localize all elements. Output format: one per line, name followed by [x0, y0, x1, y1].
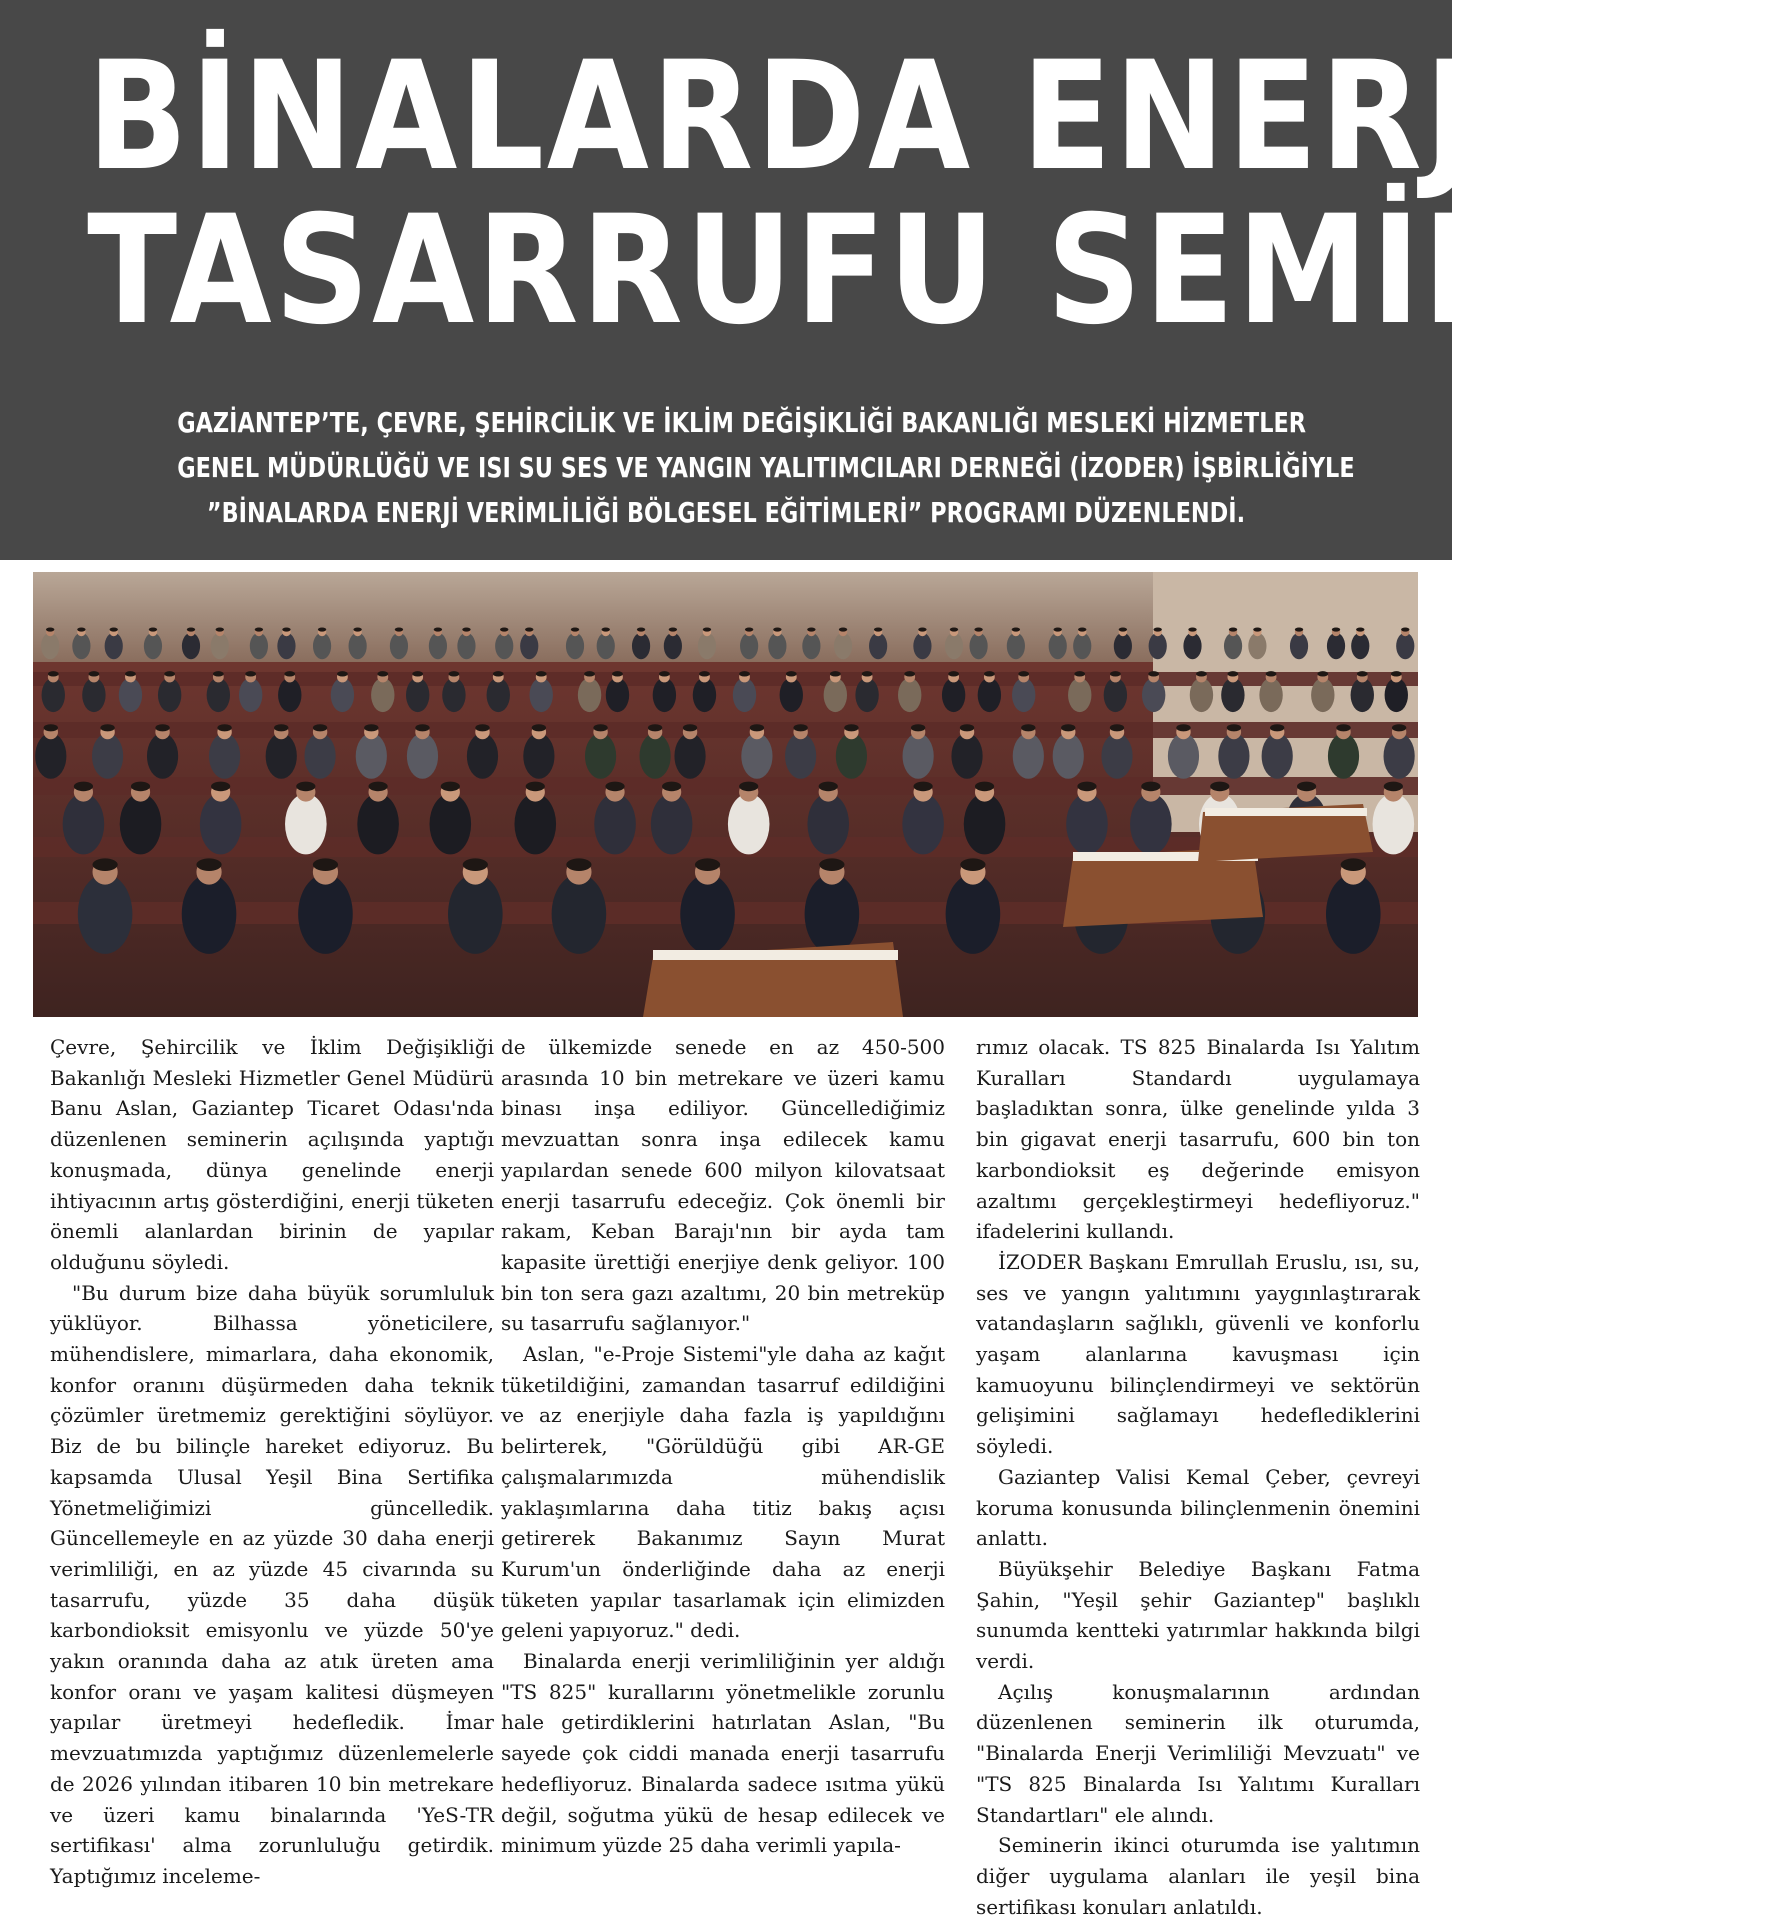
audience-member-body: [566, 633, 584, 660]
audience-member-body: [41, 633, 59, 660]
audience-member-body: [805, 874, 860, 954]
audience-member-body: [304, 733, 335, 779]
audience-member-hair: [1054, 627, 1062, 631]
audience-member-hair: [255, 627, 263, 631]
audience-member-hair: [750, 724, 764, 731]
audience-member-body: [680, 874, 735, 954]
audience-member-body: [1262, 733, 1293, 779]
audience-member-body: [1101, 733, 1132, 779]
audience-member-hair: [44, 724, 58, 731]
audience-member-body: [740, 633, 758, 660]
audience-member-hair: [793, 724, 807, 731]
paragraph: Aslan, "e-Proje Sistemi"yle daha az kağıt tüketildiğini, zamandan tasarruf edildiğini ve az enerjiyle daha fazla iş yapıldığını belirterek, "Görüldüğü gibi AR-GE çalışmalarımızda mühendislik yaklaşımlarına daha titiz bakış açısı getirerek Bakanımız Sayın Murat Kurum'un önderliğinde daha az enerji tüketen yapılar tasarlamak için elimizden geleni yapıyoruz." dedi.: [501, 1342, 945, 1643]
audience-member-hair: [703, 627, 711, 631]
audience-member-hair: [313, 858, 338, 871]
audience-member-hair: [904, 671, 915, 676]
audience-member-hair: [602, 627, 610, 631]
audience-member-hair: [525, 627, 533, 631]
audience-member-hair: [415, 724, 429, 731]
audience-member-hair: [1401, 627, 1409, 631]
headline-line-1: BİNALARDA ENERJİ: [87, 30, 1528, 204]
audience-member-body: [371, 678, 394, 712]
audience-member-hair: [74, 782, 93, 792]
audience-member-hair: [353, 627, 361, 631]
article-column-3: [976, 1032, 1420, 1922]
audience-member-hair: [593, 724, 607, 731]
audience-member-hair: [974, 627, 982, 631]
audience-member-body: [693, 678, 716, 712]
audience-member-body: [1385, 678, 1408, 712]
audience-member-hair: [1270, 724, 1284, 731]
audience-member-body: [313, 633, 331, 660]
audience-member-body: [1328, 733, 1359, 779]
audience-member-body: [1114, 633, 1132, 660]
paragraph: rımız olacak. TS 825 Binalarda Isı Yalıtım Kuralları Standardı uygulamaya başladıktan sonra, ülke genelinde yılda 3 bin gigavat enerji tasarrufu, 600 bin ton karbondioksit eş değerinde emisyon azaltımı gerçekleştirmeyi hedefliyoruz." ifadelerini kullandı.: [976, 1035, 1420, 1244]
audience-member-hair: [93, 858, 118, 871]
audience-member-body: [585, 733, 616, 779]
audience-member-body: [1130, 794, 1172, 855]
audience-member-hair: [819, 858, 844, 871]
audience-member-hair: [1384, 782, 1403, 792]
audience-member-body: [1190, 678, 1213, 712]
audience-member-body: [1326, 874, 1381, 954]
audience-member-hair: [1295, 627, 1303, 631]
audience-member-hair: [1266, 671, 1277, 676]
seminar-audience-photo: [33, 572, 1418, 1017]
audience-member-body: [1224, 633, 1242, 660]
audience-member-body: [1049, 633, 1067, 660]
audience-member-body: [1007, 633, 1025, 660]
audience-member-hair: [950, 627, 958, 631]
audience-member-hair: [1297, 782, 1316, 792]
audience-member-hair: [369, 782, 388, 792]
audience-member-hair: [441, 782, 460, 792]
audience-member-hair: [313, 724, 327, 731]
audience-member-body: [35, 733, 66, 779]
deck-summary: [40, 400, 1412, 535]
audience-member-body: [207, 678, 230, 712]
audience-member-body: [836, 733, 867, 779]
audience-member-hair: [1227, 724, 1241, 731]
audience-member-body: [1104, 678, 1127, 712]
audience-member-body: [946, 874, 1001, 954]
audience-member-body: [78, 874, 133, 954]
audience-member-body: [1012, 678, 1035, 712]
audience-member-hair: [612, 671, 623, 676]
audience-member-hair: [526, 782, 545, 792]
audience-member-hair: [1210, 782, 1229, 792]
audience-member-hair: [155, 724, 169, 731]
paragraph: İZODER Başkanı Emrullah Eruslu, ısı, su, ses ve yangın yalıtımını yaygınlaştırarak vatandaşların sağlıklı, güvenli ve konforlu yaşam alanlarına kavuşması için kamuoyunu bilinçlendirmeyi ve sektörün gelişimini sağlamayı hedeflediklerini söyledi.: [976, 1249, 1420, 1459]
audience-member-body: [390, 633, 408, 660]
audience-member-body: [1351, 678, 1374, 712]
audience-member-hair: [1356, 627, 1364, 631]
audience-member-body: [945, 633, 963, 660]
audience-member-body: [1221, 678, 1244, 712]
audience-member-hair: [434, 627, 442, 631]
audience-member-body: [869, 633, 887, 660]
audience-member-hair: [211, 782, 230, 792]
audience-member-hair: [1176, 724, 1190, 731]
audience-member-hair: [984, 671, 995, 676]
headline-line-2: TASARRUFU SEMİNERİ: [87, 184, 1785, 358]
audience-member-body: [407, 733, 438, 779]
audience-member-body: [278, 678, 301, 712]
headline-banner: [0, 0, 1785, 560]
audience-member-body: [606, 678, 629, 712]
audience-member-body: [942, 678, 965, 712]
audience-member-hair: [1077, 782, 1096, 792]
audience-member-hair: [699, 671, 710, 676]
audience-member-hair: [536, 671, 547, 676]
audience-member-body: [182, 633, 200, 660]
audience-member-hair: [1357, 671, 1368, 676]
audience-member-body: [448, 874, 503, 954]
audience-member-body: [530, 678, 553, 712]
audience-member-body: [266, 733, 297, 779]
audience-member-hair: [1229, 627, 1237, 631]
audience-member-body: [1327, 633, 1345, 660]
audience-member-hair: [1341, 858, 1366, 871]
audience-member-body: [1311, 678, 1334, 712]
audience-member-hair: [274, 724, 288, 731]
audience-member-body: [741, 733, 772, 779]
audience-member-hair: [1332, 627, 1340, 631]
audience-member-body: [978, 678, 1001, 712]
audience-member-hair: [960, 724, 974, 731]
deck-line-2: GENEL MÜDÜRLÜĞÜ VE ISI SU SES VE YANGIN YALITIMCILARI DERNEĞİ (İZODER) İŞBİRLİĞİYLE: [177, 451, 1355, 484]
deck-line-1: GAZİANTEP’TE, ÇEVRE, ŞEHİRCİLİK VE İKLİM DEĞİŞİKLİĞİ BAKANLIĞI MESLEKİ HİZMETLER: [177, 406, 1307, 439]
audience-member-body: [63, 794, 105, 855]
audience-member-body: [578, 678, 601, 712]
audience-member-hair: [48, 671, 59, 676]
audience-member-body: [211, 633, 229, 660]
audience-member-hair: [1074, 671, 1085, 676]
audience-member-body: [42, 678, 65, 712]
audience-member-body: [807, 794, 849, 855]
audience-member-hair: [773, 627, 781, 631]
audience-member-hair: [975, 782, 994, 792]
audience-member-hair: [364, 724, 378, 731]
deck-line-3: ”BİNALARDA ENERJİ VERİMLİLİĞİ BÖLGESEL EĞİTİMLERİ” PROGRAMI DÜZENLENDİ.: [206, 496, 1246, 529]
audience-member-body: [200, 794, 242, 855]
audience-member-hair: [213, 671, 224, 676]
audience-member-body: [785, 733, 816, 779]
audience-member-hair: [164, 671, 175, 676]
audience-member-hair: [125, 671, 136, 676]
audience-member-hair: [571, 627, 579, 631]
paragraph: Açılış konuşmalarının ardından düzenlenen seminerin ilk oturumda, "Binalarda Enerji Verimliliği Mevzuatı" ve "TS 825 Binalarda Isı Yalıtımı Kuralları Standartları" ele alındı.: [976, 1679, 1420, 1827]
audience-member-body: [1073, 633, 1091, 660]
audience-member-body: [1053, 733, 1084, 779]
audience-member-hair: [1154, 627, 1162, 631]
audience-member-body: [457, 633, 475, 660]
audience-member-body: [182, 874, 237, 954]
audience-member-body: [964, 794, 1006, 855]
paragraph: Büyükşehir Belediye Başkanı Fatma Şahin, "Yeşil şehir Gaziantep" başlıklı sunumda kentteki yatırımlar hakkında bilgi verdi.: [976, 1556, 1420, 1674]
audience-member-hair: [1141, 782, 1160, 792]
audience-member-body: [298, 874, 353, 954]
audience-member-body: [780, 678, 803, 712]
audience-member-body: [1373, 794, 1415, 855]
audience-member-hair: [1021, 724, 1035, 731]
audience-member-hair: [695, 858, 720, 871]
audience-member-hair: [566, 858, 591, 871]
audience-member-body: [639, 733, 670, 779]
audience-member-body: [1290, 633, 1308, 660]
audience-member-body: [969, 633, 987, 660]
audience-member-body: [442, 678, 465, 712]
audience-member-body: [514, 794, 556, 855]
audience-member-hair: [1188, 627, 1196, 631]
audience-member-body: [239, 678, 262, 712]
audience-member-body: [120, 794, 162, 855]
audience-member-body: [331, 678, 354, 712]
audience-member-hair: [217, 724, 231, 731]
audience-member-body: [349, 633, 367, 660]
audience-member-hair: [187, 627, 195, 631]
audience-member-hair: [1119, 627, 1127, 631]
audience-member-hair: [659, 671, 670, 676]
audience-member-hair: [462, 627, 470, 631]
photo-illustration: [33, 572, 1418, 1017]
paragraph: Gaziantep Valisi Kemal Çeber, çevreyi koruma konusunda bilinçlenmenin önemini anlattı.: [976, 1464, 1420, 1551]
audience-member-hair: [786, 671, 797, 676]
audience-member-body: [733, 678, 756, 712]
audience-member-hair: [337, 671, 348, 676]
audience-member-hair: [839, 627, 847, 631]
audience-member-hair: [1196, 671, 1207, 676]
audience-member-hair: [475, 724, 489, 731]
audience-member-hair: [830, 671, 841, 676]
audience-member-hair: [1391, 671, 1402, 676]
paragraph: de ülkemizde senede en az 450-500 arasında 10 bin metrekare ve üzeri kamu binası inşa ediliyor. Güncellediğimiz mevzuattan sonra inşa edilecek kamu yapılardan senede 600 milyon kilovatsaat enerji tasarrufu edeceğiz. Çok önemli bir rakam, Keban Barajı'nın bir ayda tam kapasite ürettiği enerjiye denk geliyor. 100 bin ton sera gazı azaltımı, 20 bin metreküp su tasarrufu sağlanıyor.": [501, 1035, 945, 1336]
audience-member-hair: [318, 627, 326, 631]
audience-member-body: [277, 633, 295, 660]
audience-member-body: [467, 733, 498, 779]
audience-member-body: [951, 733, 982, 779]
audience-member-hair: [1110, 671, 1121, 676]
audience-member-body: [728, 794, 770, 855]
audience-member-body: [356, 733, 387, 779]
audience-member-body: [824, 678, 847, 712]
audience-member-body: [651, 794, 693, 855]
audience-member-hair: [100, 724, 114, 731]
audience-member-hair: [493, 671, 504, 676]
audience-member-body: [209, 733, 240, 779]
audience-member-body: [523, 733, 554, 779]
audience-member-body: [597, 633, 615, 660]
audience-member-body: [430, 794, 472, 855]
audience-member-body: [1248, 633, 1266, 660]
audience-member-body: [834, 633, 852, 660]
audience-member-hair: [284, 671, 295, 676]
audience-member-body: [429, 633, 447, 660]
audience-member-hair: [46, 627, 54, 631]
audience-member-hair: [216, 627, 224, 631]
audience-member-body: [357, 794, 399, 855]
audience-member-hair: [844, 724, 858, 731]
audience-member-hair: [89, 671, 100, 676]
audience-member-hair: [1110, 724, 1124, 731]
audience-member-body: [1142, 678, 1165, 712]
audience-member-body: [903, 733, 934, 779]
audience-member-body: [552, 874, 607, 954]
audience-member-hair: [500, 627, 508, 631]
audience-member-hair: [874, 627, 882, 631]
audience-member-hair: [648, 724, 662, 731]
audience-member-hair: [914, 782, 933, 792]
paragraph: "Bu durum bize daha büyük sorumluluk yüklüyor. Bilhassa yöneticilere, mühendislere, mimarlara, daha ekonomik, konfor oranını düşürmeden daha teknik çözümler üretmemiz gerektiğini söylüyor. Biz de bu bilinçle hareket ediyoruz. Bu kapsamda Ulusal Yeşil Bina Sertifika Yönetmeliğimizi güncelledik. Güncellemeyle en az yüzde 30 daha enerji verimliliği, en az yüzde 45 civarında su tasarrufu, yüzde 35 daha düşük karbondioksit emisyonlu ve yüzde 50'ye yakın oranında daha az atık üreten ama konfor oranı ve yaşam kalitesi düşmeyen yapılar üretmeyi hedefledik. İmar mevzuatımızda yaptığımız düzenlemelerle de 2026 yılından itibaren 10 bin metrekare ve üzeri kamu binalarında 'YeS-TR sertifikası' alma zorunluluğu getirdik. Yaptığımız inceleme-: [50, 1280, 494, 1888]
audience-member-hair: [862, 671, 873, 676]
audience-member-body: [913, 633, 931, 660]
audience-member-body: [406, 678, 429, 712]
audience-member-body: [664, 633, 682, 660]
audience-member-hair: [739, 782, 758, 792]
audience-member-body: [144, 633, 162, 660]
audience-member-hair: [449, 671, 460, 676]
audience-member-body: [1068, 678, 1091, 712]
audience-member-hair: [1061, 724, 1075, 731]
audience-member-hair: [669, 627, 677, 631]
audience-member-body: [768, 633, 786, 660]
audience-member-body: [82, 678, 105, 712]
audience-member-hair: [683, 724, 697, 731]
audience-member-hair: [1018, 671, 1029, 676]
audience-member-hair: [605, 782, 624, 792]
audience-member-body: [105, 633, 123, 660]
audience-member-body: [1351, 633, 1369, 660]
audience-member-hair: [1317, 671, 1328, 676]
audience-member-body: [1396, 633, 1414, 660]
article-body: [33, 1032, 1420, 1919]
audience-member-hair: [532, 724, 546, 731]
paragraph: Seminerin ikinci oturumda ise yalıtımın diğer uygulama alanları ile yeşil bina sertifikası konuları anlatıldı.: [976, 1833, 1420, 1919]
audience-member-body: [158, 678, 181, 712]
audience-member-body: [1384, 733, 1415, 779]
audience-member-body: [92, 733, 123, 779]
audience-member-hair: [739, 671, 750, 676]
audience-member-body: [653, 678, 676, 712]
audience-member-hair: [1336, 724, 1350, 731]
audience-member-body: [1168, 733, 1199, 779]
audience-member-hair: [1253, 627, 1261, 631]
audience-member-hair: [745, 627, 753, 631]
audience-member-body: [674, 733, 705, 779]
audience-member-body: [594, 794, 636, 855]
audience-member-body: [902, 794, 944, 855]
audience-member-hair: [149, 627, 157, 631]
audience-member-hair: [1148, 671, 1159, 676]
audience-member-body: [698, 633, 716, 660]
audience-member-body: [147, 733, 178, 779]
audience-member-hair: [807, 627, 815, 631]
audience-member-hair: [662, 782, 681, 792]
audience-member-hair: [1078, 627, 1086, 631]
audience-member-hair: [911, 724, 925, 731]
audience-member-hair: [377, 671, 388, 676]
article-column-2: [501, 1032, 945, 1861]
audience-member-body: [1259, 678, 1282, 712]
audience-member-hair: [463, 858, 488, 871]
audience-member-hair: [282, 627, 290, 631]
paragraph: Binalarda enerji verimliliğinin yer aldığı "TS 825" kurallarını yönetmelikle zorunlu hale getirdiklerini hatırlatan Aslan, "Bu sayede çok ciddi manada enerji tasarrufu hedefliyoruz. Binalarda sadece ısıtma yükü değil, soğutma yükü de hesap edilecek ve minimum yüzde 25 daha verimli yapıla-: [501, 1649, 945, 1858]
audience-member-hair: [196, 858, 221, 871]
article-column-1: [50, 1032, 494, 1892]
audience-member-body: [1066, 794, 1108, 855]
audience-member-body: [632, 633, 650, 660]
audience-member-hair: [395, 627, 403, 631]
audience-member-body: [487, 678, 510, 712]
audience-member-body: [250, 633, 268, 660]
audience-member-hair: [584, 671, 595, 676]
audience-member-hair: [819, 782, 838, 792]
audience-member-hair: [1012, 627, 1020, 631]
audience-member-hair: [245, 671, 256, 676]
audience-member-hair: [918, 627, 926, 631]
audience-member-hair: [77, 627, 85, 631]
audience-member-hair: [296, 782, 315, 792]
audience-member-hair: [131, 782, 150, 792]
audience-member-body: [1149, 633, 1167, 660]
audience-member-body: [520, 633, 538, 660]
audience-member-body: [119, 678, 142, 712]
paragraph: Çevre, Şehircilik ve İklim Değişikliği Bakanlığı Mesleki Hizmetler Genel Müdürü Banu Aslan, Gaziantep Ticaret Odası'nda düzenlenen seminerin açılışında yaptığı konuşmada, dünya genelinde enerji ihtiyacının artış gösterdiğini, enerji tüketen önemli alanlardan birinin de yapılar olduğunu söyledi.: [50, 1035, 494, 1274]
audience-member-hair: [110, 627, 118, 631]
audience-member-hair: [1392, 724, 1406, 731]
audience-member-body: [72, 633, 90, 660]
audience-member-hair: [1227, 671, 1238, 676]
audience-member-body: [1183, 633, 1201, 660]
audience-member-body: [285, 794, 327, 855]
audience-member-body: [495, 633, 513, 660]
audience-member-hair: [637, 627, 645, 631]
audience-member-body: [1218, 733, 1249, 779]
audience-member-body: [855, 678, 878, 712]
audience-member-hair: [412, 671, 423, 676]
audience-member-body: [802, 633, 820, 660]
audience-member-body: [898, 678, 921, 712]
audience-member-hair: [960, 858, 985, 871]
audience-member-hair: [948, 671, 959, 676]
audience-member-body: [1013, 733, 1044, 779]
